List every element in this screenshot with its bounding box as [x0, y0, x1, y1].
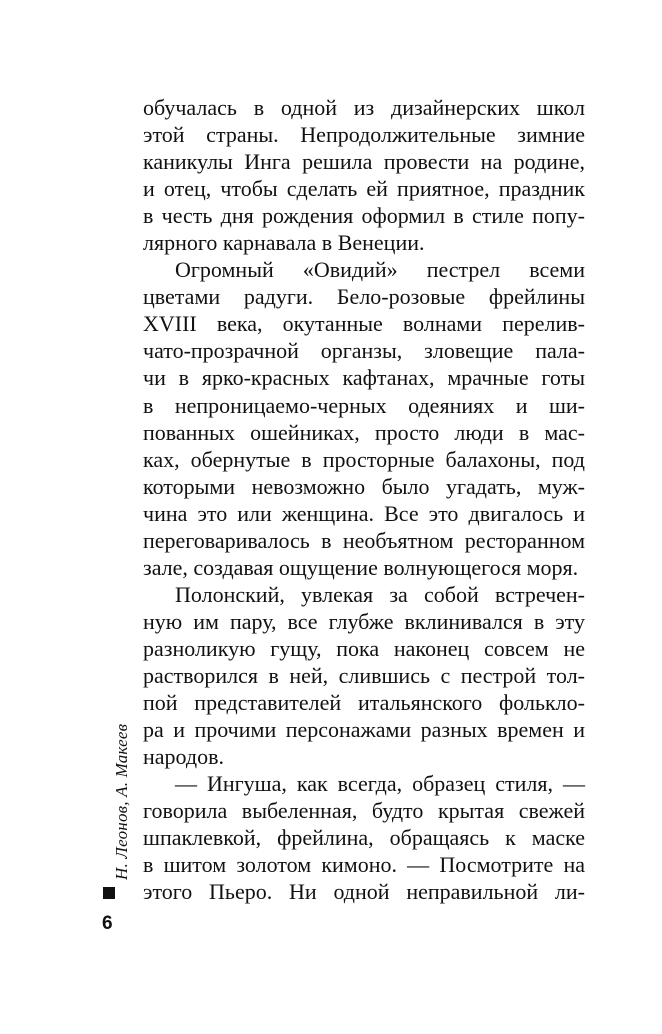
text-line: — Ингуша, как всегда, образец стиля, — — [175, 771, 585, 797]
text-line: чато-прозрачной органзы, зловещие пала- — [143, 338, 585, 364]
text-line: ную им пару, все глубже вклинивался в эту — [143, 608, 585, 634]
text-line: переговаривалось в необъятном ресторанном — [143, 527, 585, 553]
text-line: пованных ошейниках, просто люди в мас- — [143, 419, 585, 445]
text-line: чи в ярко-красных кафтанах, мрачные готы — [143, 365, 585, 391]
text-line: в шитом золотом кимоно. — Посмотрите на — [143, 852, 585, 878]
text-line: разноликую гущу, пока наконец совсем не — [143, 635, 585, 661]
text-line: цветами радуги. Бело-розовые фрейлины — [143, 284, 585, 310]
text-line: зале, создавая ощущение волнующегося моря. — [143, 554, 579, 580]
text-line: каникулы Инга решила провести на родине, — [143, 149, 585, 175]
text-line: ках, обернутые в просторные балахоны, под — [143, 446, 585, 472]
text-line: ра и прочими персонажами разных времен и — [143, 717, 585, 743]
text-line: чина это или женщина. Все это двигалось и — [143, 500, 585, 526]
running-head: Н. Леонов, А. Макеев — [112, 723, 131, 880]
text-line: шпаклевкой, фрейлина, обращаясь к маске — [143, 825, 585, 851]
text-line: в честь дня рождения оформил в стиле попу- — [143, 203, 585, 229]
text-line: говорила выбеленная, будто крытая свежей — [143, 798, 585, 824]
text-line: этого Пьеро. Ни одной неправильной ли- — [143, 879, 585, 905]
text-line: в непроницаемо-черных одеяниях и ши- — [143, 392, 585, 418]
text-line: обучалась в одной из дизайнерских школ — [143, 95, 585, 120]
text-line: этой страны. Непродолжительные зимние — [143, 122, 585, 148]
page-marker-square — [103, 887, 115, 899]
text-line: XVIII века, окутанные волнами перелив- — [143, 311, 585, 337]
text-line: растворился в ней, слившись с пестрой тол- — [143, 662, 585, 688]
page-number: 6 — [102, 913, 113, 934]
text-line: Полонский, увлекая за собой встречен- — [175, 581, 585, 607]
text-line: лярного карнавала в Венеции. — [143, 230, 425, 256]
text-line: Огромный «Овидий» пестрел всеми — [175, 257, 585, 283]
text-line: которыми невозможно было угадать, муж- — [143, 473, 585, 499]
text-line: народов. — [143, 744, 224, 770]
body-text — [143, 94, 585, 905]
text-line: пой представителей итальянского фолькло- — [143, 690, 585, 716]
text-line: и отец, чтобы сделать ей приятное, праздник — [143, 176, 585, 202]
